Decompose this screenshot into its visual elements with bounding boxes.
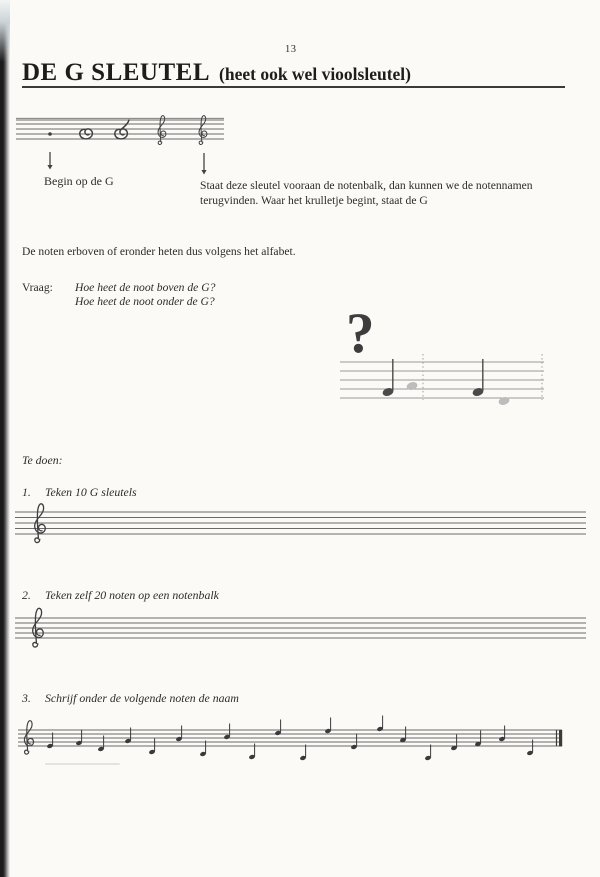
exercise-2-number: 2. xyxy=(22,588,31,602)
staff-lines xyxy=(15,618,586,638)
question-mini-staff xyxy=(338,352,546,408)
down-arrow-icon xyxy=(201,153,206,175)
question-mark-graphic: ? xyxy=(346,302,375,365)
treble-clef-icon xyxy=(24,721,33,754)
exercise-1-label xyxy=(22,485,137,500)
scan-smudge xyxy=(45,763,120,765)
todo-heading: Te doen: xyxy=(22,453,63,467)
title-main: DE G SLEUTEL xyxy=(22,59,211,86)
exercise-2-staff xyxy=(15,604,587,654)
alphabet-note-text: De noten erboven of eronder heten dus volgens het alfabet. xyxy=(22,245,296,258)
exercise-3-number: 3. xyxy=(22,691,31,705)
page-title xyxy=(22,59,411,87)
question-line-1: Hoe heet de noot boven de G? xyxy=(75,281,216,294)
title-underline-rule xyxy=(22,86,565,88)
page-number: 13 xyxy=(285,44,297,55)
clef-demo-staff xyxy=(16,112,228,178)
exercise-1-number: 1. xyxy=(22,485,31,499)
exercise-3-text: Schrijf onder de volgende noten de naam xyxy=(45,691,239,705)
down-arrow-icon xyxy=(47,152,52,170)
question-lines xyxy=(75,281,215,308)
scan-left-edge-fade xyxy=(0,0,10,62)
final-barline xyxy=(559,730,562,746)
staff-lines xyxy=(15,512,586,534)
exercise-1-text: Teken 10 G sleutels xyxy=(45,485,137,499)
clef-explanation-text: Staat deze sleutel vooraan de notenbalk, dan kunnen we de notennamen terugvinden. Waar het krulletje begint, staat de G xyxy=(200,179,533,207)
exercise-1-staff xyxy=(15,499,587,549)
scan-left-edge xyxy=(0,0,10,877)
exercise-2-text: Teken zelf 20 noten op een notenbalk xyxy=(45,588,219,602)
exercise-3-staff xyxy=(18,712,570,770)
begin-op-de-g-label: Begin op de G xyxy=(44,174,114,188)
exercise-3-label xyxy=(22,691,239,706)
question-line-2: Hoe heet de noot onder de G? xyxy=(75,294,215,308)
clef-stage-dot xyxy=(48,132,52,136)
exercise-2-label xyxy=(22,588,219,603)
question-label: Vraag: xyxy=(22,281,53,294)
title-subtitle: (heet ook wel vioolsleutel) xyxy=(219,64,411,84)
